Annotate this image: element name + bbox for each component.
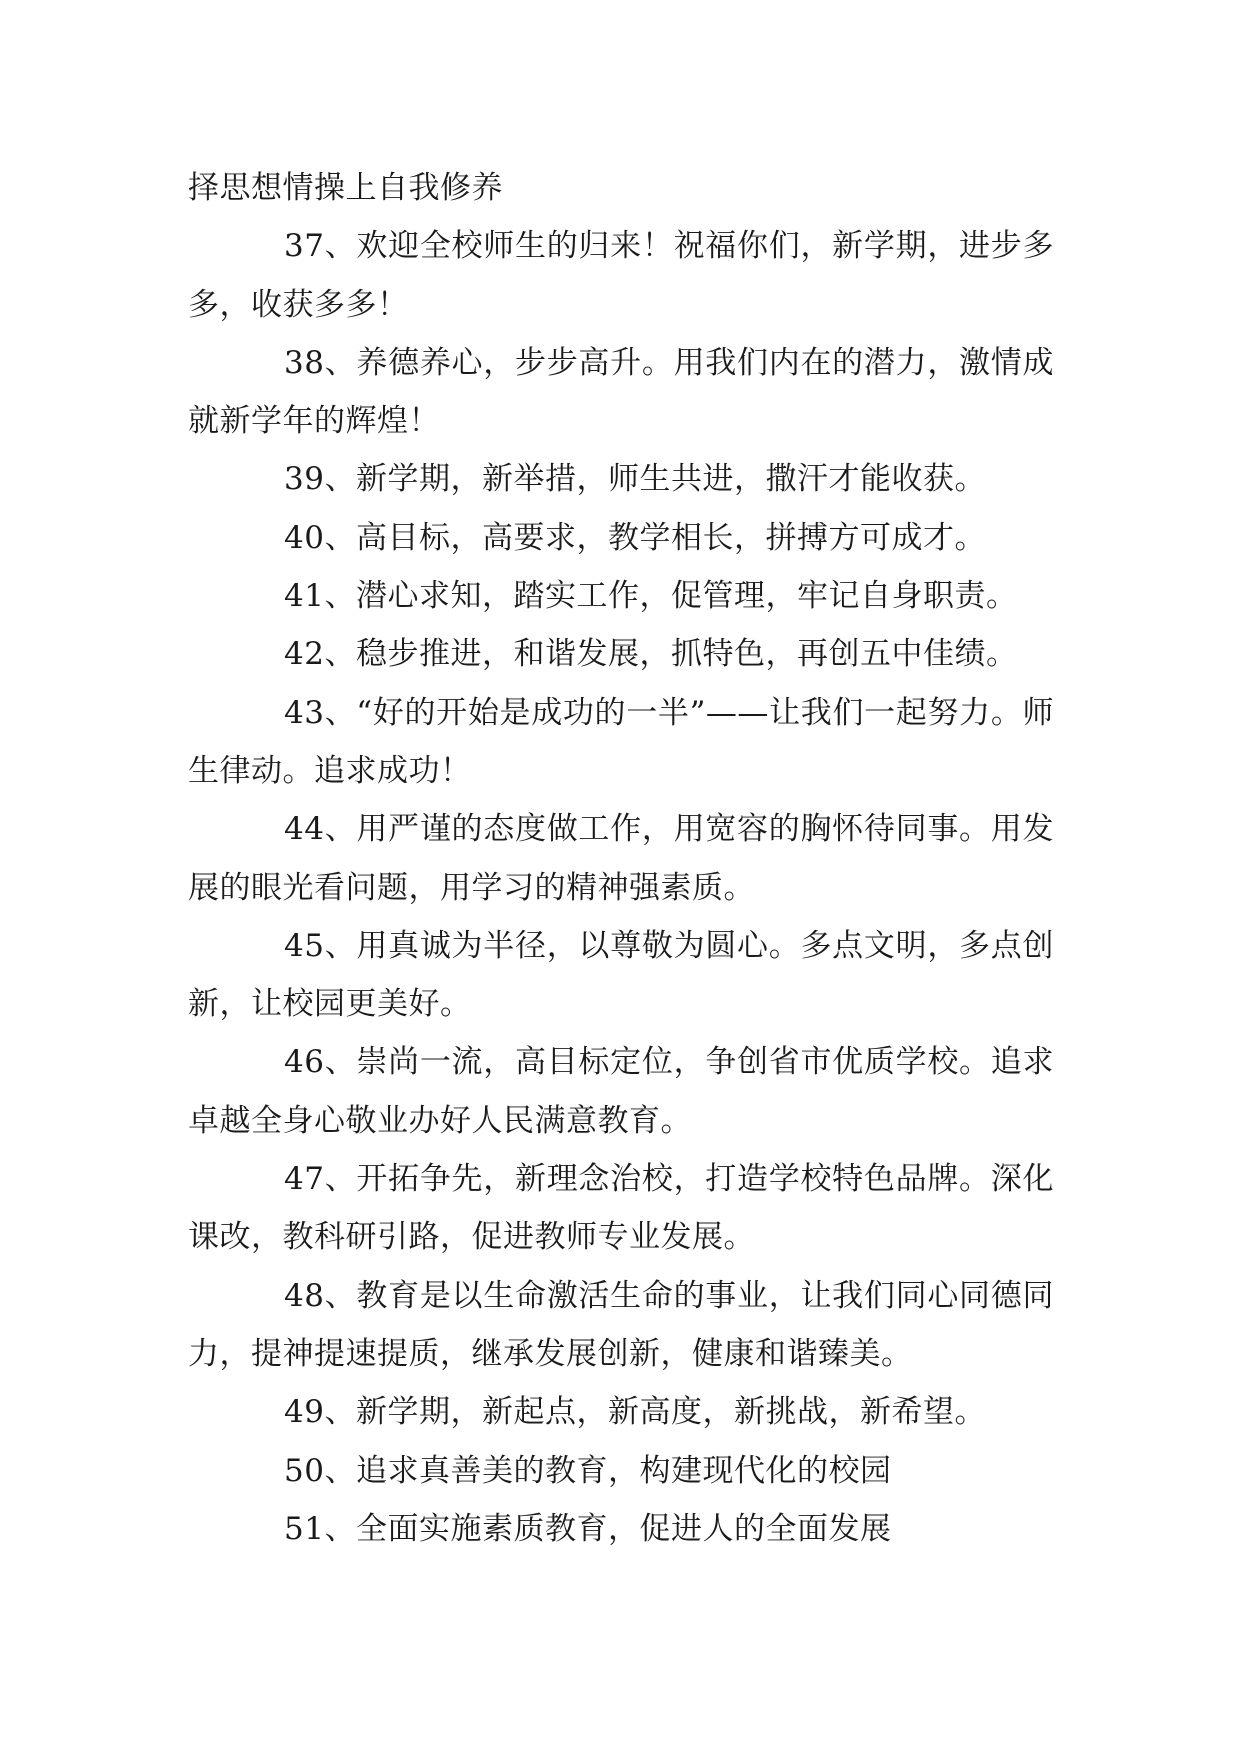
paragraph-42: 42、稳步推进，和谐发展，抓特色，再创五中佳绩。 [284, 636, 1018, 673]
paragraph-39: 39、新学期，新举措，师生共进，撒汗才能收获。 [284, 461, 986, 498]
paragraph-48: 48、教育是以生命激活生命的事业，让我们同心同德同力，提神提速提质，继承发展创新，健康和谐臻美。 [188, 1277, 1054, 1372]
paragraph-44: 44、用严谨的态度做工作，用宽容的胸怀待同事。用发展的眼光看问题，用学习的精神强素质。 [188, 811, 1054, 906]
paragraph-40: 40、高目标，高要求，教学相长，拼搏方可成才。 [284, 519, 986, 556]
paragraph-43: 43、“好的开始是成功的一半”——让我们一起努力。师生律动。追求成功！ [188, 694, 1054, 789]
paragraph-37: 37、欢迎全校师生的归来！祝福你们，新学期，进步多多，收获多多！ [188, 228, 1054, 323]
paragraph-51: 51、全面实施素质教育，促进人的全面发展 [284, 1510, 892, 1547]
paragraph-continuation: 择思想情操上自我修养 [188, 170, 503, 206]
document-body [188, 159, 1054, 1558]
paragraph-41: 41、潜心求知，踏实工作，促管理，牢记自身职责。 [284, 578, 1018, 615]
paragraph-45: 45、用真诚为半径，以尊敬为圆心。多点文明，多点创新，让校园更美好。 [188, 927, 1054, 1023]
paragraph-46: 46、崇尚一流，高目标定位，争创省市优质学校。追求卓越全身心敬业办好人民满意教育。 [188, 1044, 1054, 1139]
paragraph-38: 38、养德养心，步步高升。用我们内在的潜力，激情成就新学年的辉煌！ [188, 344, 1054, 440]
paragraph-49: 49、新学期，新起点，新高度，新挑战，新希望。 [284, 1394, 986, 1431]
paragraph-50: 50、追求真善美的教育，构建现代化的校园 [284, 1452, 892, 1489]
paragraph-47: 47、开拓争先，新理念治校，打造学校特色品牌。深化课改，教科研引路，促进教师专业发展。 [188, 1161, 1054, 1256]
